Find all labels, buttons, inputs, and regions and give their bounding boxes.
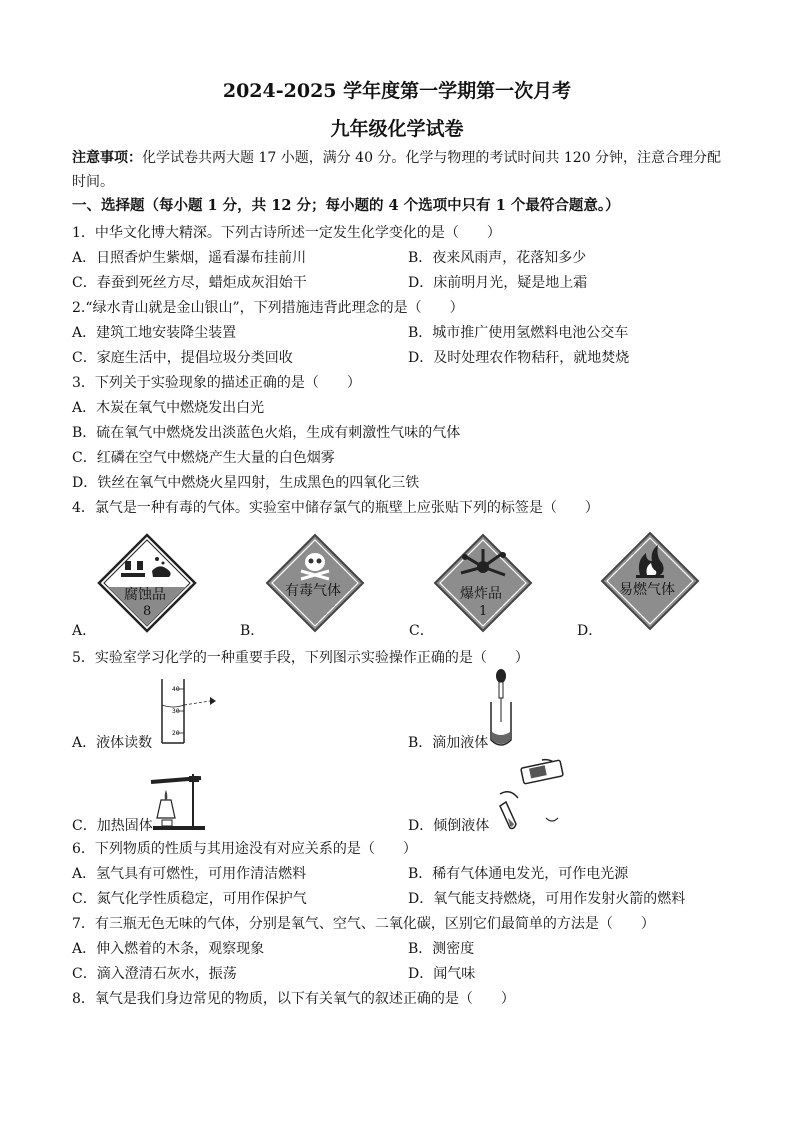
- dropper-figure: [486, 668, 516, 750]
- sign-c-number: 1: [479, 604, 488, 619]
- q6-option-a: A．氢气具有可燃性，可用作清洁燃料: [72, 866, 307, 882]
- q2-option-c: C．家庭生活中，提倡垃圾分类回收: [72, 350, 293, 366]
- tick-40: 40: [172, 686, 180, 693]
- q1-option-a: A．日照香炉生紫烟，遥看瀑布挂前川: [72, 250, 307, 266]
- q5-option-a: A．液体读数: [72, 735, 153, 751]
- q5-option-b: B．滴加液体: [408, 735, 489, 751]
- sign-a-number: 8: [143, 604, 152, 619]
- q1-option-b: B．夜来风雨声，花落知多少: [408, 250, 587, 266]
- q4-label-c: C．: [409, 623, 434, 639]
- sign-d-text: 易燃气体: [619, 582, 675, 598]
- q7-stem: 7．有三瓶无色无味的气体，分别是氧气、空气、二氧化碳，区别它们最简单的方法是（ ）: [72, 916, 655, 932]
- q4-label-a: A．: [72, 623, 97, 639]
- pouring-liquid-figure: [490, 758, 570, 834]
- q5-option-c: C．加热固体: [72, 818, 153, 834]
- q7-option-d: D．闻气味: [408, 966, 476, 982]
- q2-option-d: D．及时处理农作物秸秆，就地焚烧: [408, 350, 630, 366]
- q6-option-d: D．氧气能支持燃烧，可用作发射火箭的燃料: [408, 891, 686, 907]
- q4-label-b: B．: [240, 623, 265, 639]
- sign-c-text: 爆炸品: [460, 586, 502, 602]
- tick-20: 20: [172, 730, 180, 737]
- q3-option-d: D．铁丝在氧气中燃烧火星四射，生成黑色的四氧化三铁: [72, 475, 420, 491]
- exam-subtitle: 九年级化学试卷: [330, 118, 464, 140]
- q3-option-c: C．红磷在空气中燃烧产生大量的白色烟雾: [72, 450, 335, 466]
- section-heading: 一、选择题（每小题 1 分，共 12 分；每小题的 4 个选项中只有 1 个最符合题意。）: [72, 197, 620, 214]
- exam-title: 2024-2025 学年度第一学期第一次月考: [222, 80, 572, 102]
- q7-option-b: B．测密度: [408, 941, 475, 957]
- notice-text: 化学试卷共两大题 17 小题，满分 40 分。化学与物理的考试时间共 120 分钟，注意合理分配时间。: [72, 150, 722, 190]
- tick-30: 30: [172, 708, 180, 715]
- notice-label: 注意事项：: [72, 150, 142, 166]
- q5-option-d: D．倾倒液体: [408, 818, 490, 834]
- q2-option-a: A．建筑工地安装降尘装置: [72, 325, 237, 341]
- q3-stem: 3．下列关于实验现象的描述正确的是（ ）: [72, 375, 361, 391]
- q1-option-c: C．春蚕到死丝方尽，蜡炬成灰泪始干: [72, 275, 307, 291]
- q3-option-a: A．木炭在氧气中燃烧发出白光: [72, 400, 265, 416]
- measuring-cylinder-figure: [158, 677, 218, 747]
- q6-option-c: C．氮气化学性质稳定，可用作保护气: [72, 891, 307, 907]
- q7-option-c: C．滴入澄清石灰水，振荡: [72, 966, 237, 982]
- q6-stem: 6．下列物质的性质与其用途没有对应关系的是（ ）: [72, 841, 417, 857]
- q8-stem: 8．氧气是我们身边常见的物质，以下有关氧气的叙述正确的是（ ）: [72, 991, 515, 1007]
- q1-option-d: D．床前明月光，疑是地上霜: [408, 275, 588, 291]
- q4-label-d: D．: [577, 623, 603, 639]
- q4-stem: 4．氯气是一种有毒的气体。实验室中储存氯气的瓶壁上应张贴下列的标签是（ ）: [72, 500, 599, 516]
- heating-solid-figure: [145, 770, 217, 832]
- q2-stem: 2.“绿水青山就是金山银山”，下列措施违背此理念的是（ ）: [72, 300, 464, 316]
- q5-stem: 5．实验室学习化学的一种重要手段，下列图示实验操作正确的是（ ）: [72, 650, 529, 666]
- q2-option-b: B．城市推广使用氢燃料电池公交车: [408, 325, 629, 341]
- notice: [72, 146, 732, 194]
- q1-stem: 1．中华文化博大精深。下列古诗所述一定发生化学变化的是（ ）: [72, 225, 501, 241]
- sign-a-text: 腐蚀品: [124, 587, 166, 603]
- q3-option-b: B．硫在氧气中燃烧发出淡蓝色火焰，生成有刺激性气味的气体: [72, 425, 461, 441]
- sign-b-text: 有毒气体: [285, 583, 341, 599]
- q7-option-a: A．伸入燃着的木条，观察现象: [72, 941, 265, 957]
- q6-option-b: B．稀有气体通电发光，可作电光源: [408, 866, 629, 882]
